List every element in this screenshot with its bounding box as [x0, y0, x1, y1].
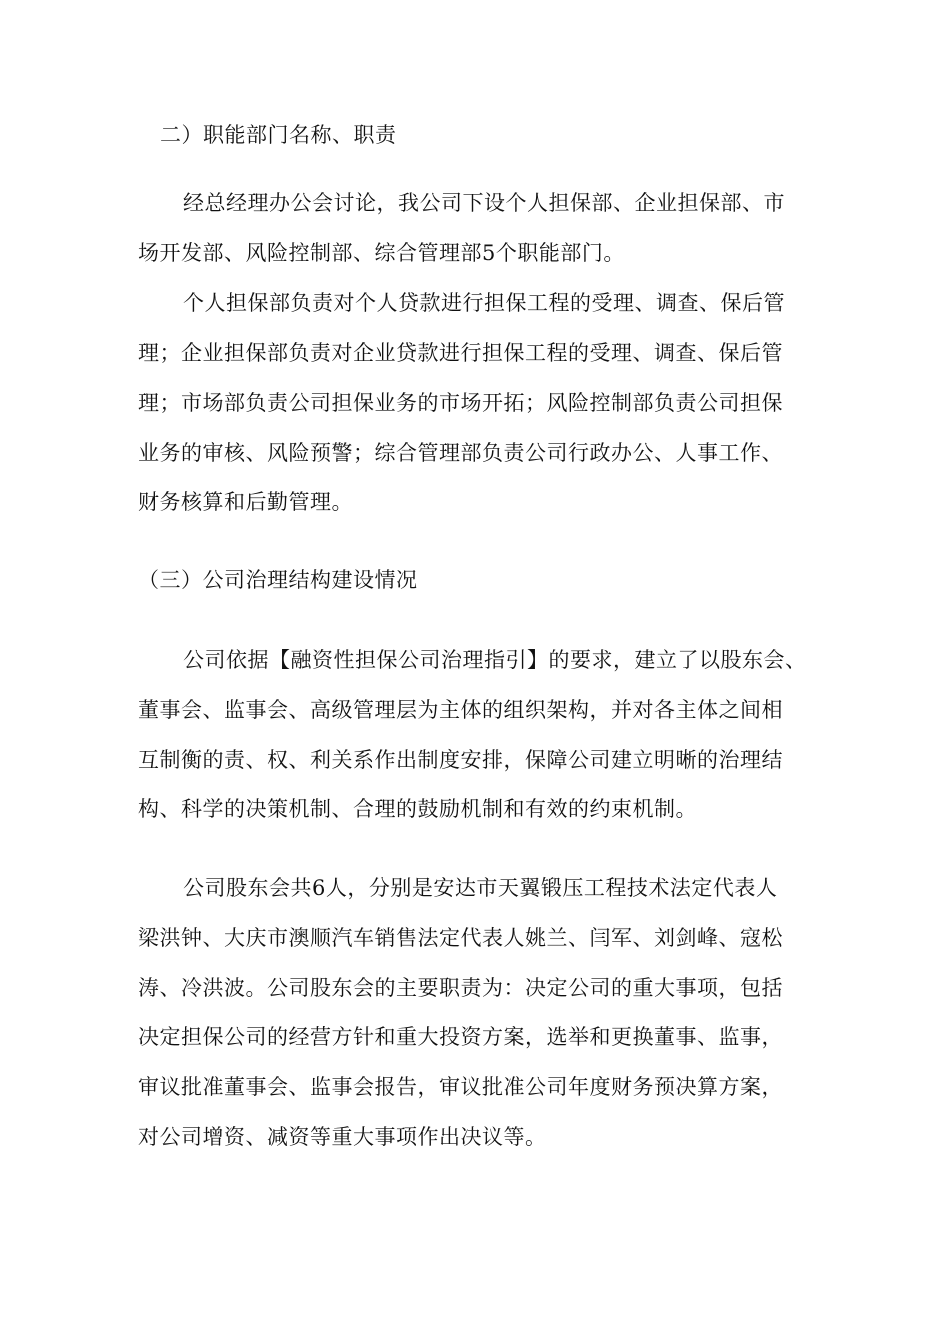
paragraph-line: 理；市场部负责公司担保业务的市场开拓；风险控制部负责公司担保	[138, 391, 783, 415]
paragraph-line: 梁洪钟、大庆市澳顺汽车销售法定代表人姚兰、闫军、刘剑峰、寇松	[138, 926, 783, 950]
paragraph-line: 业务的审核、风险预警；综合管理部负责公司行政办公、人事工作、	[138, 441, 783, 465]
section-heading-departments: 二）职能部门名称、职责	[160, 123, 397, 147]
paragraph-line: 审议批准董事会、监事会报告，审议批准公司年度财务预决算方案，	[138, 1075, 783, 1099]
paragraph-line: 涛、冷洪波。公司股东会的主要职责为：决定公司的重大事项，包括	[138, 976, 783, 1000]
paragraph-line: 公司股东会共6人，分别是安达市天翼锻压工程技术法定代表人	[183, 876, 778, 900]
paragraph-line: 个人担保部负责对个人贷款进行担保工程的受理、调查、保后管	[183, 291, 785, 315]
paragraph-line: 公司依据【融资性担保公司治理指引】的要求，建立了以股东会、	[183, 648, 807, 672]
paragraph-line: 经总经理办公会讨论，我公司下设个人担保部、企业担保部、市	[183, 191, 785, 215]
paragraph-line: 决定担保公司的经营方针和重大投资方案，选举和更换董事、监事，	[138, 1025, 783, 1049]
paragraph-line: 对公司增资、减资等重大事项作出决议等。	[138, 1125, 547, 1149]
paragraph-line: 场开发部、风险控制部、综合管理部5个职能部门。	[138, 241, 625, 265]
paragraph-line: 互制衡的责、权、利关系作出制度安排，保障公司建立明晰的治理结	[138, 748, 783, 772]
paragraph-line: 构、科学的决策机制、合理的鼓励机制和有效的约束机制。	[138, 797, 697, 821]
section-heading-governance: （三）公司治理结构建设情况	[138, 568, 418, 592]
paragraph-line: 理；企业担保部负责对企业贷款进行担保工程的受理、调查、保后管	[138, 341, 783, 365]
paragraph-line: 财务核算和后勤管理。	[138, 490, 353, 514]
paragraph-line: 董事会、监事会、高级管理层为主体的组织架构，并对各主体之间相	[138, 698, 783, 722]
